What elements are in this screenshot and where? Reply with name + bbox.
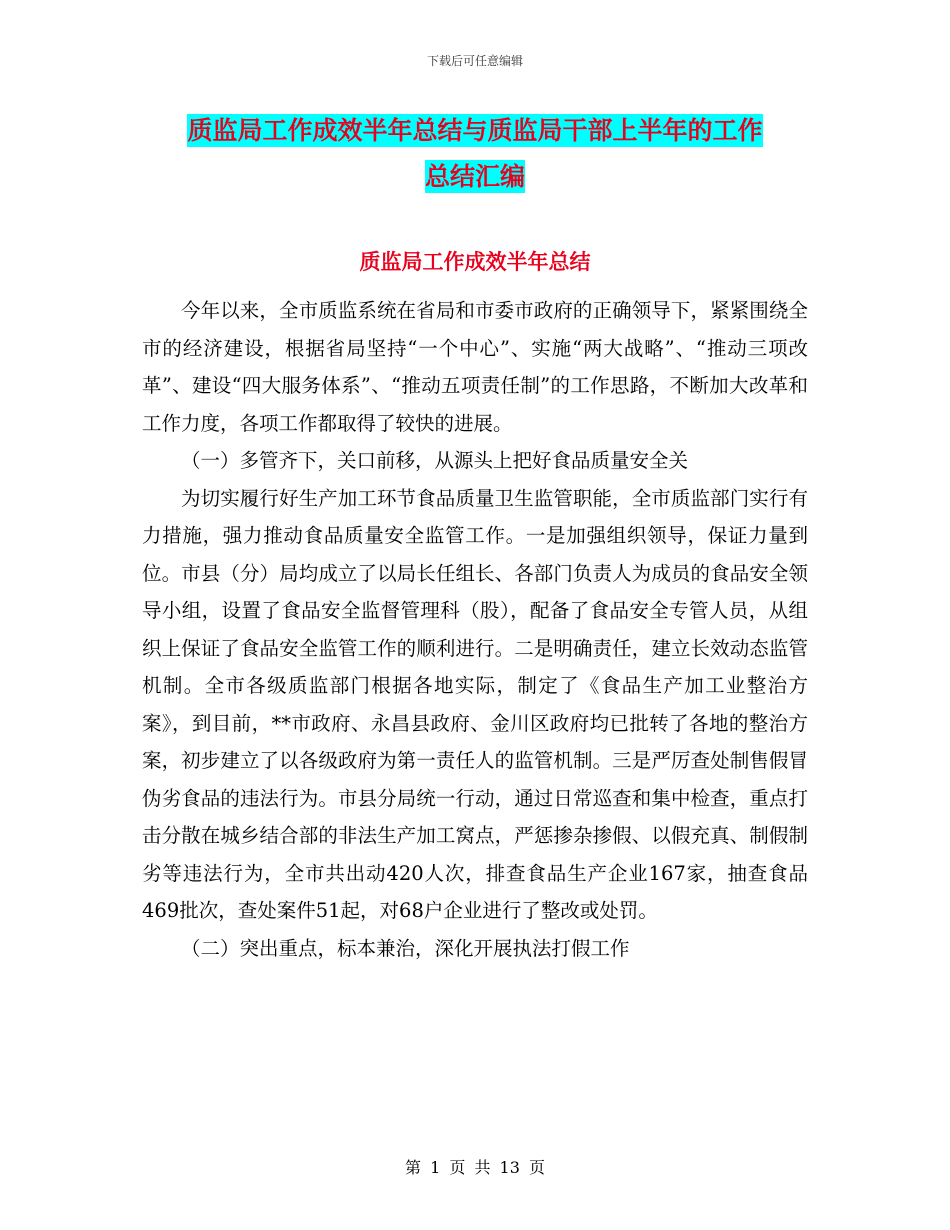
section-title: 质监局工作成效半年总结 — [359, 250, 591, 274]
document-title-line-1: 质监局工作成效半年总结与质监局干部上半年的工作 — [187, 116, 763, 145]
paragraph-food-safety: 为切实履行好生产加工环节食品质量卫生监管职能，全市质监部门实行有力措施，强力推动食品质量安全监管工作。一是加强组织领导，保证力量到位。市县（分）局均成立了以局长任组长、各部门负责人为成员的食品安全领导小组，设置了食品安全监督管理科（股），配备了食品安全专管人员，从组织上保证了食品安全监管工作的顺利进行。二是明确责任，建立长效动态监管机制。全市各级质监部门根据各地实际，制定了《食品生产加工业整治方案》，到目前，**市政府、永昌县政府、金川区政府均已批转了各地的整治方案，初步建立了以各级政府为第一责任人的监管机制。三是严厉查处制售假冒伪劣食品的违法行为。市县分局统一行动，通过日常巡查和集中检查，重点打击分散在城乡结合部的非法生产加工窝点，严惩掺杂掺假、以假充真、制假制劣等违法行为，全市共出动420人次，排查食品生产企业167家，抽查食品469批次，查处案件51起，对68户企业进行了整改或处罚。 — [142, 486, 808, 922]
document-body — [142, 292, 808, 967]
paragraph-intro: 今年以来，全市质监系统在省局和市委市政府的正确领导下，紧紧围绕全市的经济建设，根据省局坚持“一个中心”、实施“两大战略”、“推动三项改革”、建设“四大服务体系”、“推动五项责任制”的工作思路，不断加大改革和工作力度，各项工作都取得了较快的进展。 — [142, 299, 808, 435]
header-note: 下载后可任意编辑 — [426, 54, 523, 68]
document-title — [140, 108, 810, 200]
subheading-two: （二）突出重点，标本兼治，深化开展执法打假工作 — [181, 936, 630, 960]
subheading-one: （一）多管齐下，关口前移，从源头上把好食品质量安全关 — [181, 449, 689, 472]
document-title-line-2: 总结汇编 — [424, 162, 525, 191]
page-footer: 第 1 页 共 13 页 — [405, 1158, 545, 1177]
